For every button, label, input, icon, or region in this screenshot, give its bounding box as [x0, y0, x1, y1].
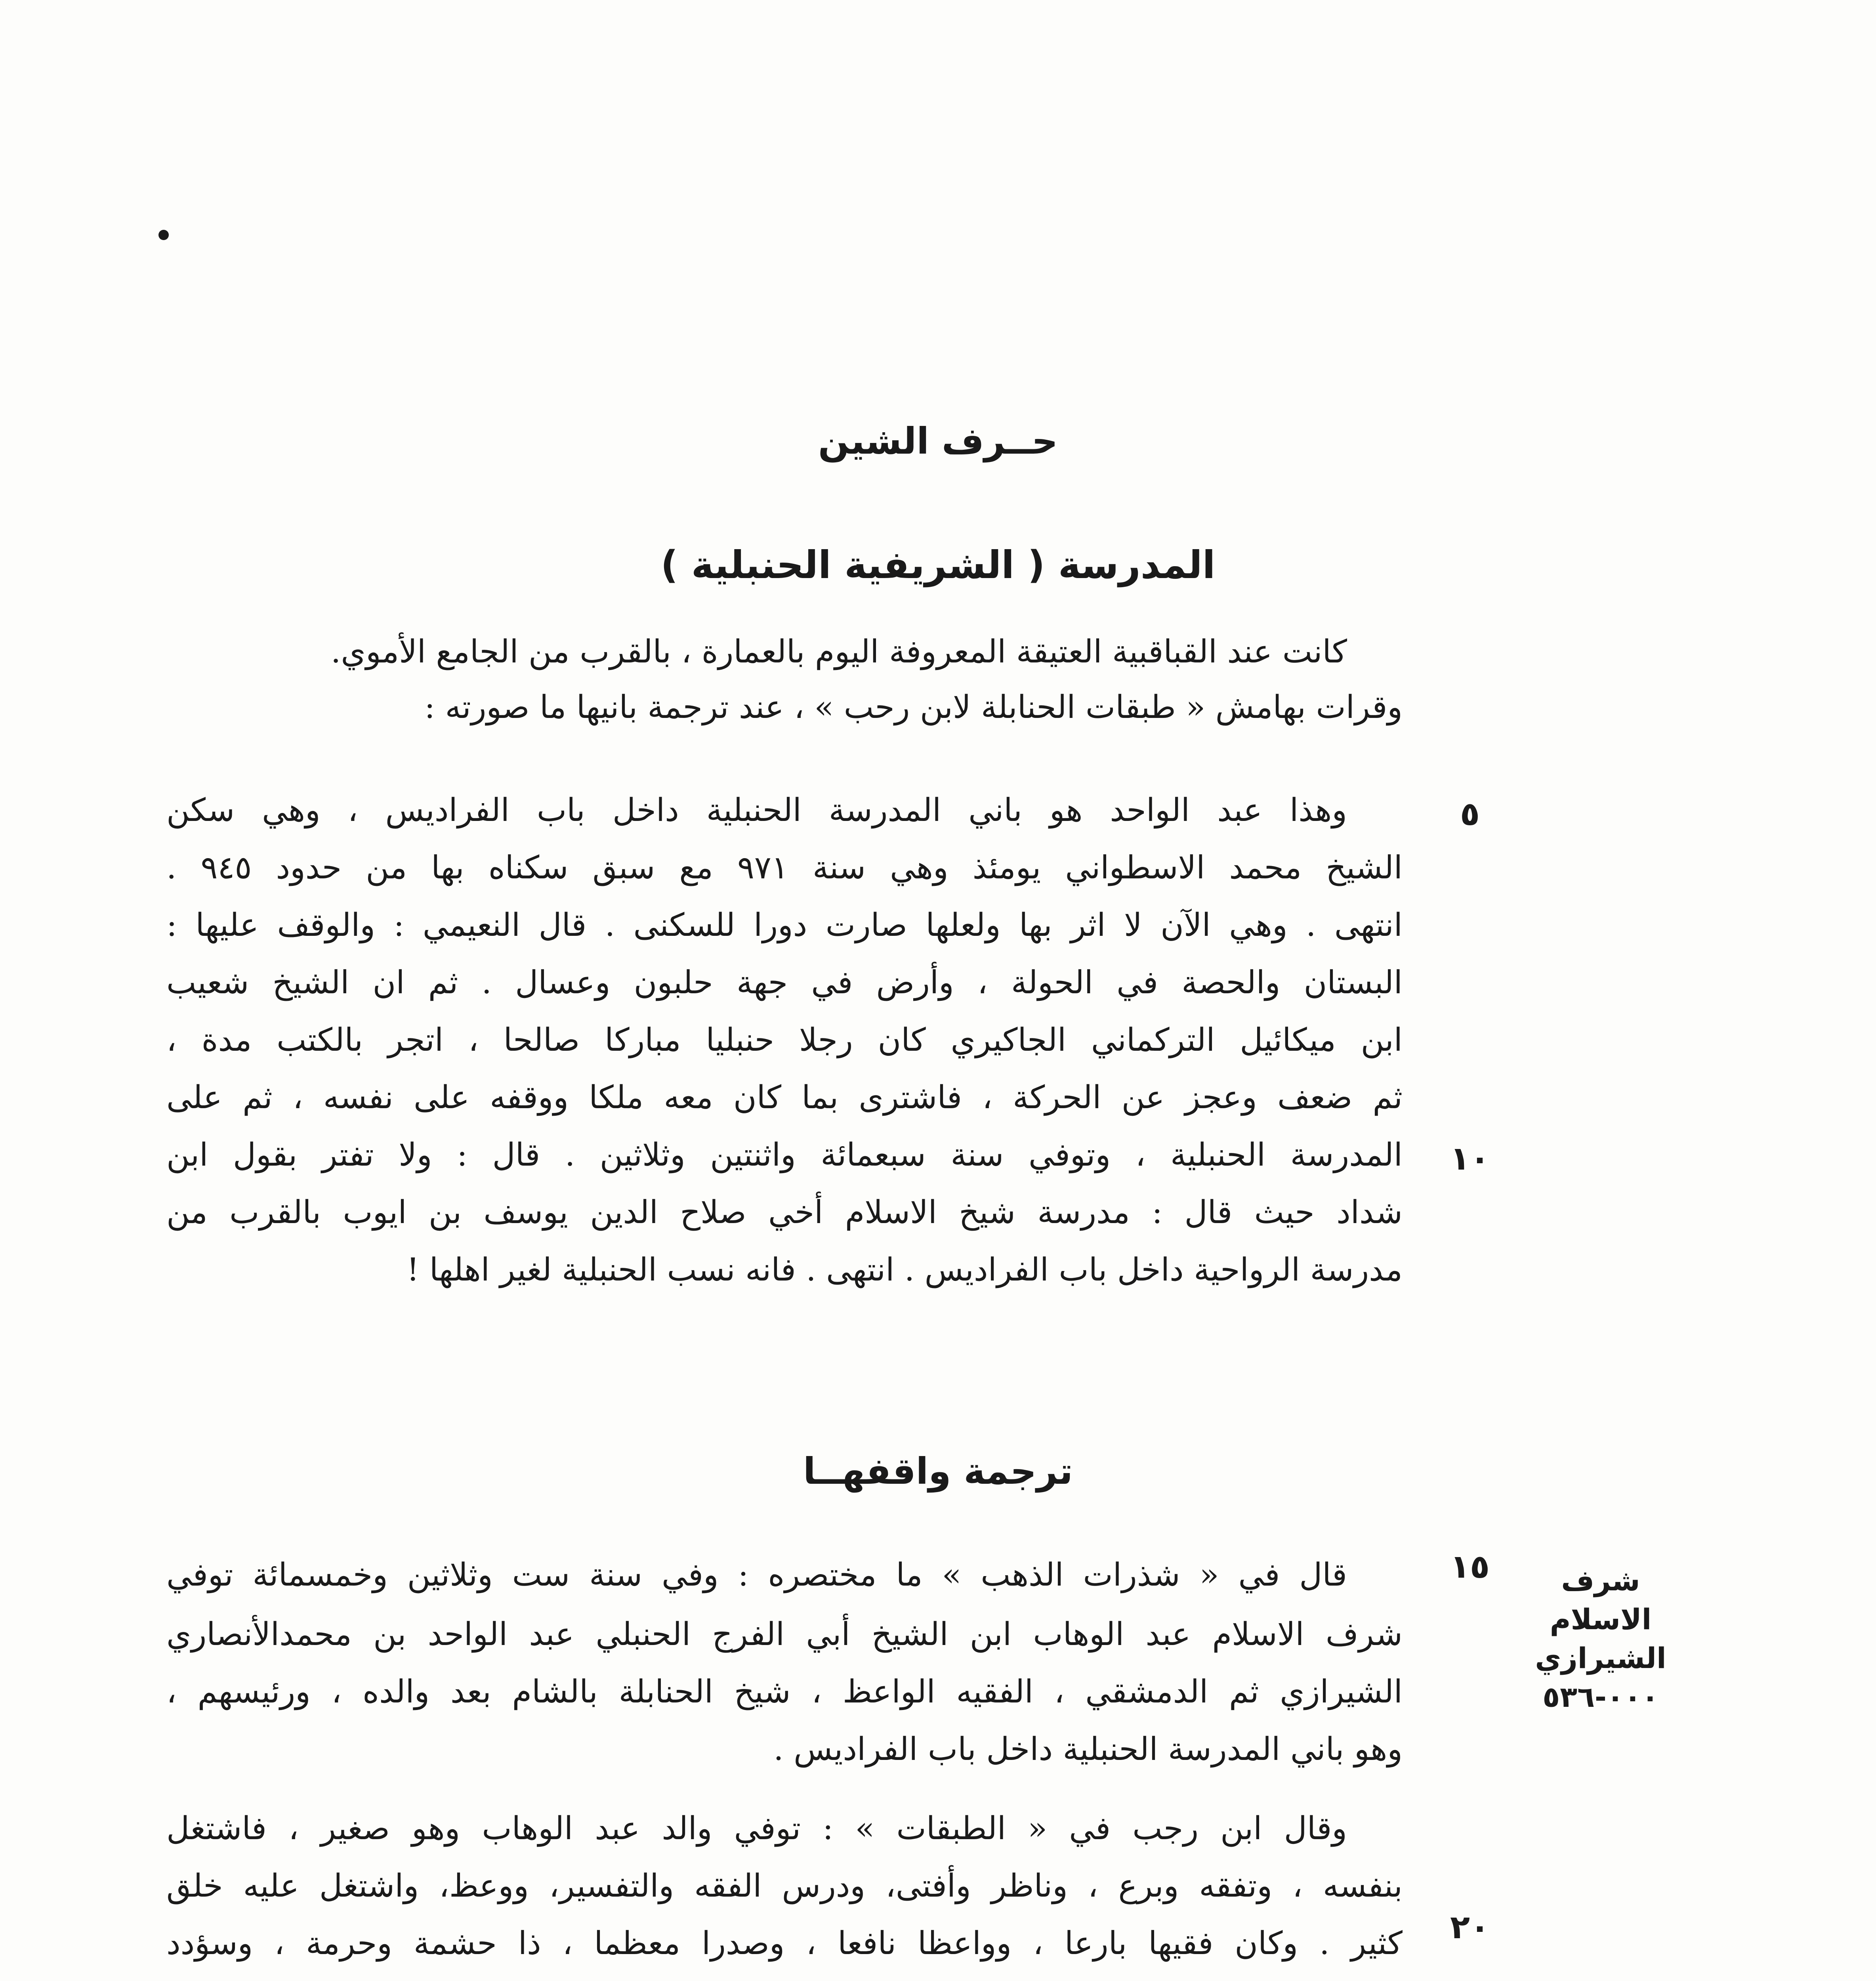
tabaqat-line	[166, 1979, 1403, 1981]
tabaqat-line: بنفسه ، وتفقه وبرع ، وناظر وأفتى، ودرس الفقه والتفسير، ووعظ، واشتغل عليه خلق	[166, 1867, 1403, 1904]
body-line: ثم ضعف وعجز عن الحركة ، فاشترى بما كان معه ملكا ووقفه على نفسه ، ثم على	[166, 1079, 1403, 1116]
bio-line: الشيرازي ثم الدمشقي ، الفقيه الواعظ ، شيخ الحنابلة بالشام بعد والده ، ورئيسهم ،	[166, 1673, 1403, 1710]
intro-line: وقرات بهامش « طبقات الحنابلة لابن رحب » ، عند ترجمة بانيها ما صورته :	[424, 689, 1403, 725]
body-line: انتهى . وهي الآن لا اثر بها ولعلها صارت دورا للسكنى . قال النعيمي : والوقف عليها :	[166, 907, 1403, 943]
chapter-title: حــرف الشين	[818, 420, 1058, 462]
line-number: ١٠	[1450, 1140, 1490, 1178]
line-number: ١٥	[1450, 1548, 1490, 1586]
bio-line: قال في « شذرات الذهب » ما مختصره : وفي سنة ست وثلاثين وخمسمائة توفي	[166, 1556, 1347, 1593]
intro-line: كانت عند القباقبية العتيقة المعروفة اليوم بالعمارة ، بالقرب من الجامع الأموي.	[330, 633, 1347, 670]
subsection-title: ترجمة واقفهــا	[803, 1450, 1073, 1492]
margin-note-dates: ٠٠٠-٥٣٦	[1542, 1680, 1659, 1714]
body-line: الشيخ محمد الاسطواني يومئذ وهي سنة ٩٧١ مع سبق سكناه بها من حدود ٩٤٥ .	[166, 849, 1403, 886]
bio-line: وهو باني المدرسة الحنبلية داخل باب الفراديس .	[773, 1731, 1403, 1767]
margin-note-name: الشيرازي	[1535, 1641, 1666, 1675]
section-title: المدرسة ( الشريفية الحنبلية )	[660, 543, 1216, 587]
body-line: المدرسة الحنبلية ، وتوفي سنة سبعمائة واثنتين وثلاثين . قال : ولا تفتر بقول ابن	[166, 1136, 1403, 1173]
bio-line: شرف الاسلام عبد الوهاب ابن الشيخ أبي الفرج الحنبلي عبد الواحد بن محمدالأنصاري	[166, 1616, 1403, 1653]
body-line: مدرسة الرواحية داخل باب الفراديس . انتهى . فانه نسب الحنبلية لغير اهلها !	[406, 1251, 1403, 1288]
tabaqat-line: كثير . وكان فقيها بارعا ، وواعظا نافعا ، وصدرا معظما ، ذا حشمة وحرمة ، وسؤدد	[166, 1925, 1403, 1962]
margin-note	[1513, 1561, 1688, 1716]
body-line: شداد حيث قال : مدرسة شيخ الاسلام أخي صلاح الدين يوسف بن ايوب بالقرب من	[166, 1194, 1403, 1231]
tabaqat-line: وقال ابن رجب في « الطبقات » : توفي والد عبد الوهاب وهو صغير ، فاشتغل	[166, 1810, 1347, 1847]
body-line: وهذا عبد الواحد هو باني المدرسة الحنبلية داخل باب الفراديس ، وهي سكن	[166, 792, 1347, 828]
body-line: البستان والحصة في الحولة ، وأرض في جهة حلبون وعسال . ثم ان الشيخ شعيب	[166, 964, 1403, 1001]
ink-dot	[158, 230, 169, 240]
line-number: ٢٠	[1450, 1908, 1490, 1946]
line-number: ٥	[1460, 795, 1480, 833]
margin-note-name: شرف الاسلام	[1550, 1564, 1652, 1636]
body-line: ابن ميكائيل التركماني الجاكيري كان رجلا حنبليا مباركا صالحا ، اتجر بالكتب مدة ،	[166, 1021, 1403, 1058]
